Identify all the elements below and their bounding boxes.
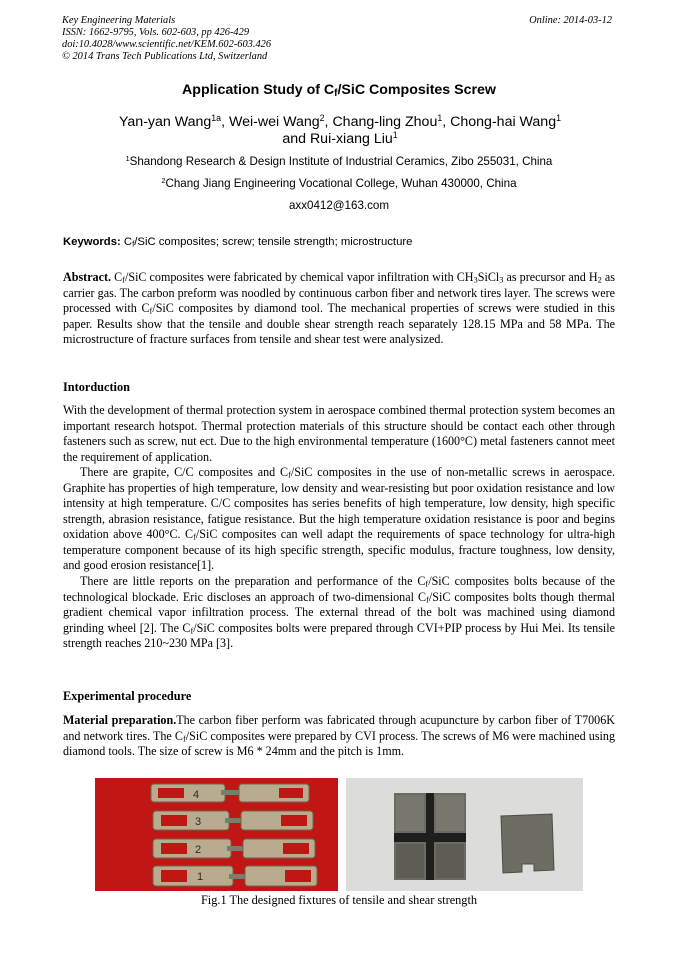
block-face: [396, 844, 424, 878]
intro-paragraph-3: [63, 574, 615, 652]
keywords-text-end: /SiC composites; screw; tensile strength; microstructure: [134, 236, 413, 248]
block-face: [396, 795, 424, 831]
author-name: Wei-wei Wang: [228, 114, 320, 130]
author-affil-sup: 1: [392, 130, 398, 141]
abstract-sub: f: [149, 305, 153, 316]
block-horizontal-slot: [394, 833, 466, 842]
author-name: Chang-ling Zhou: [332, 114, 438, 130]
fixture-mark: 4: [193, 789, 200, 801]
keywords-line: [63, 236, 618, 248]
journal-name: Key Engineering Materials: [62, 15, 176, 26]
fixture-slot: [279, 788, 303, 798]
abstract-text: as precursor and H: [503, 270, 598, 284]
intro-sub: f: [190, 625, 194, 636]
intro-sub: f: [193, 532, 196, 543]
fixture-slot: [285, 870, 311, 882]
affiliation-sup: 1: [125, 154, 130, 164]
affiliation-1: [0, 155, 678, 168]
section-heading-experimental: Experimental procedure: [63, 689, 192, 703]
doi-line: doi:10.4028/www.scientific.net/KEM.602-603.426: [62, 39, 272, 50]
keywords-text: C: [120, 236, 133, 248]
block-face: [436, 795, 464, 831]
author-separator: ,: [324, 114, 333, 130]
fixture-slot: [283, 843, 309, 854]
intro-paragraph-1: With the development of thermal protection system in aerospace combined thermal protection system becomes an important research hotspot. Thermal protection materials of this structure should be contact each other through fasteners such as screw, nut ect. Due to the high environmental temperature (1600°C) metal fasteners cannot meet the requirement of application.: [63, 403, 615, 464]
introduction-body: [63, 403, 615, 652]
abstract-text: /SiC composites were fabricated by chemical vapor infiltration with CH: [124, 270, 474, 284]
author-affil-sup: 1: [556, 113, 561, 124]
intro-text: /SiC composites can well adapt the requirements of space technology for ultra-high temperature component because of its high specific strength, specific modulus, fracture toughness, low density, and good erosion resistance[1].: [63, 527, 615, 573]
experimental-paragraph: [63, 713, 615, 760]
online-date: Online: 2014-03-12: [529, 15, 612, 26]
author-separator: ,: [442, 114, 451, 130]
author-affil-sup: 1a: [211, 113, 222, 124]
small-block-body: [501, 814, 554, 873]
paper-title: [0, 82, 678, 98]
shear-fixture-block-large: [394, 793, 466, 880]
fixture-photo-shear: [346, 778, 583, 891]
fixture-slot: [158, 788, 184, 798]
experimental-text: /SiC composites were prepared by CVI process. The screws of M6 were machined using diamond tools. The size of screw is M6 * 24mm and the pitch is 1mm.: [63, 728, 615, 759]
copyright-line: © 2014 Trans Tech Publications Ltd, Switzerland: [62, 51, 268, 62]
fixture-slot: [161, 815, 187, 826]
abstract-sub: f: [122, 274, 125, 285]
author-email[interactable]: axx0412@163.com: [288, 199, 390, 212]
abstract-text: C: [111, 270, 123, 284]
intro-text: There are grapite, C/C composites and C: [80, 465, 289, 480]
keywords-label: Keywords:: [63, 236, 121, 248]
intro-text: There are little reports on the preparation and performance of the C: [80, 574, 426, 589]
intro-paragraph-2: [63, 465, 615, 574]
fixture-mark: 3: [195, 816, 202, 828]
author-list: [40, 114, 640, 148]
shear-fixtures-illustration: [346, 778, 583, 891]
abstract-text: /SiC composites by diamond tool. The mechanical properties of screws were studied in this paper. Results show that the tensile and double shear strength reach separately 128.15 MPa and 58 MPa. The microstructure of fracture surfaces from tensile and shear test were analysized.: [63, 301, 615, 347]
intro-sub: f: [425, 578, 429, 589]
experimental-body: [63, 713, 615, 760]
intro-text: /SiC composites bolts though thermal gradient chemical vapor infiltration process. The external thread of the bolt was machined using diamond grinding wheel [2]. The C: [63, 589, 616, 635]
fixture-mark: 1: [197, 871, 204, 883]
block-face: [436, 844, 464, 878]
fixture-slot: [281, 815, 307, 826]
affiliation-text: Shandong Research & Design Institute of Industrial Ceramics, Zibo 255031, China: [129, 155, 553, 168]
abstract-paragraph: [63, 270, 615, 348]
author-affil-sup: 1: [437, 113, 443, 124]
intro-text: /SiC composites bolts were prepared through CVI+PIP process by Hui Mei. Its tensile strength reaches 210~230 MPa [3].: [63, 620, 615, 651]
abstract: [63, 270, 615, 348]
experimental-sub: f: [182, 733, 186, 744]
abstract-sub: 3: [499, 274, 504, 285]
intro-sub: f: [288, 469, 291, 480]
keywords-subscript: f: [132, 239, 135, 249]
abstract-text: as carrier gas. The carbon preform was noodled by continuous carbon fiber and network tires layer. The screws were processed with C: [63, 270, 615, 316]
fixture-slot: [161, 870, 187, 882]
abstract-sub: 3: [473, 274, 478, 285]
abstract-label: Abstract.: [63, 270, 112, 284]
experimental-text: The carbon fiber perform was fabricated through acupuncture by carbon fiber of T7006K and network tires. The C: [63, 713, 615, 743]
fixture-mark: 2: [195, 844, 202, 856]
affiliation-text: Chang Jiang Engineering Vocational College, Wuhan 430000, China: [165, 177, 517, 190]
intro-text: /SiC composites in the use of non-metallic screws in aerospace. Graphite has properties of high temperature, low density and wear-resisting but poor oxidation resistance and low intensity at high temperature. C/C composites has series benefits of high temperature, low density, high specific strength, abrasion resistance, fatigue resistance. But the high temperature oxidation resistance is poor and begins oxidation above 400°C. C: [63, 465, 615, 542]
journal-header: [62, 15, 271, 63]
issn-line: ISSN: 1662-9795, Vols. 602-603, pp 426-429: [62, 27, 250, 38]
affiliation-2: [0, 177, 678, 190]
affiliation-sup: 2: [161, 176, 166, 186]
intro-sub: f: [426, 594, 429, 605]
tensile-fixtures-illustration: [95, 778, 338, 891]
title-text-end: /SiC Composites Screw: [337, 82, 496, 98]
figure-caption: Fig.1 The designed fixtures of tensile and shear strength: [200, 893, 478, 907]
author-separator: ,: [221, 114, 229, 130]
author-name: Chong-hai Wang: [450, 114, 557, 130]
fixture-photo-tensile: [95, 778, 338, 891]
author-name: Yan-yan Wang: [119, 114, 212, 130]
fixture-slot: [161, 843, 187, 854]
intro-text: /SiC composites bolts because of the technological blockade. Eric discloses an approach of two-dimensional C: [63, 574, 615, 604]
abstract-sub: 2: [597, 274, 602, 285]
title-subscript: f: [334, 87, 338, 99]
author-name: and Rui-xiang Liu: [282, 131, 393, 147]
abstract-text: SiCl: [477, 270, 500, 284]
author-affil-sup: 2: [319, 113, 325, 124]
title-text: Application Study of C: [182, 82, 335, 98]
material-preparation-label: Material preparation.: [63, 713, 177, 727]
shear-fixture-block-small: [501, 814, 554, 873]
section-heading-introduction: Intorduction: [63, 380, 130, 394]
